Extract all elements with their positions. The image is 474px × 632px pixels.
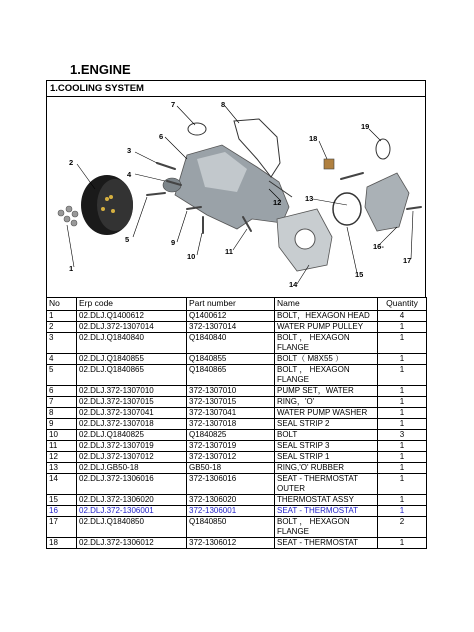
header-erp-code: Erp code — [77, 298, 187, 311]
cell-quantity: 1 — [378, 354, 427, 365]
table-row — [47, 419, 427, 430]
cell-no: 16 — [47, 506, 77, 517]
cell-no: 12 — [47, 452, 77, 463]
cell-name: WATER PUMP PULLEY — [275, 322, 378, 333]
table-row — [47, 517, 427, 538]
cell-part-number: 372-1306020 — [187, 495, 275, 506]
callout-5: 5 — [125, 235, 130, 244]
table-row — [47, 430, 427, 441]
cell-erp-code: 02.DLJ.Q1840825 — [77, 430, 187, 441]
cell-quantity: 1 — [378, 322, 427, 333]
cell-part-number: 372-1307041 — [187, 408, 275, 419]
water-pump-illustration — [163, 145, 289, 229]
cell-no: 4 — [47, 354, 77, 365]
callout-13: 13 — [305, 194, 314, 203]
table-row — [47, 365, 427, 386]
cell-erp-code: 02.DLJ.Q1840850 — [77, 517, 187, 538]
cell-part-number: Q1840850 — [187, 517, 275, 538]
cell-part-number: Q1840865 — [187, 365, 275, 386]
cell-quantity: 2 — [378, 517, 427, 538]
table-row — [47, 474, 427, 495]
cell-no: 7 — [47, 397, 77, 408]
cell-erp-code: 02.DLJ.Q1840865 — [77, 365, 187, 386]
cell-erp-code: 02.DLJ.372-1307019 — [77, 441, 187, 452]
callout-4: 4 — [127, 170, 132, 179]
cell-name: BOLT，HEXAGON HEAD — [275, 311, 378, 322]
cell-part-number: Q1840825 — [187, 430, 275, 441]
cell-no: 14 — [47, 474, 77, 495]
cell-name: WATER PUMP WASHER — [275, 408, 378, 419]
cell-name: PUMP SET，WATER — [275, 386, 378, 397]
cell-quantity: 1 — [378, 495, 427, 506]
section-title: 1.COOLING SYSTEM — [47, 81, 425, 97]
cell-no: 3 — [47, 333, 77, 354]
cell-erp-code: 02.DLJ.Q1840855 — [77, 354, 187, 365]
cell-erp-code: 02.DLJ.372-1307018 — [77, 419, 187, 430]
cell-part-number: 372-1307018 — [187, 419, 275, 430]
cell-quantity: 1 — [378, 441, 427, 452]
pulley-bolts-illustration — [58, 206, 78, 226]
callout-12: 12 — [273, 198, 282, 207]
cell-name: SEAT - THERMOSTAT — [275, 506, 378, 517]
cell-name: BOLT ， HEXAGON FLANGE — [275, 365, 378, 386]
cell-name: BOLT — [275, 430, 378, 441]
page-heading: 1.ENGINE — [70, 62, 131, 77]
cell-part-number: GB50-18 — [187, 463, 275, 474]
callout-8: 8 — [221, 100, 226, 109]
parts-table — [46, 297, 427, 549]
cell-no: 6 — [47, 386, 77, 397]
cell-name: RING,'O' RUBBER — [275, 463, 378, 474]
table-header-row — [47, 298, 427, 311]
table-row — [47, 311, 427, 322]
cell-erp-code: 02.DLJ.372-1307012 — [77, 452, 187, 463]
cell-quantity: 1 — [378, 506, 427, 517]
table-row — [47, 322, 427, 333]
callout-7: 7 — [171, 100, 176, 109]
cell-name: BOLT ， HEXAGON FLANGE — [275, 333, 378, 354]
callout-11: 11 — [225, 247, 233, 256]
cell-erp-code: 02.DLJ.Q1840840 — [77, 333, 187, 354]
cell-no: 8 — [47, 408, 77, 419]
cell-name: SEAL STRIP 3 — [275, 441, 378, 452]
cell-no: 5 — [47, 365, 77, 386]
callout-2: 2 — [69, 158, 74, 167]
cell-part-number: 372-1306016 — [187, 474, 275, 495]
callout-14: 14 — [289, 280, 298, 289]
table-row — [47, 333, 427, 354]
callout-19: 19 — [361, 122, 370, 131]
callout-15: 15 — [355, 270, 364, 279]
cell-quantity: 4 — [378, 311, 427, 322]
cell-name: SEAL STRIP 2 — [275, 419, 378, 430]
callout-6: 6 — [159, 132, 164, 141]
cell-erp-code: 02.DLJ.372-1307015 — [77, 397, 187, 408]
cooling-system-section — [46, 80, 426, 298]
callout-3: 3 — [127, 146, 132, 155]
cell-erp-code: 02.DLJ.372-1307010 — [77, 386, 187, 397]
header-name: Name — [275, 298, 378, 311]
cell-part-number: 372-1307014 — [187, 322, 275, 333]
cell-part-number: 372-1307010 — [187, 386, 275, 397]
cell-erp-code: 02.DLJ.372-1306016 — [77, 474, 187, 495]
callout-17: 17 — [403, 256, 412, 265]
cell-name: BOLT ， HEXAGON FLANGE — [275, 517, 378, 538]
table-row — [47, 506, 427, 517]
cell-quantity: 1 — [378, 386, 427, 397]
exploded-parts-diagram — [47, 97, 425, 297]
cell-quantity: 1 — [378, 452, 427, 463]
cell-quantity: 1 — [378, 365, 427, 386]
cell-quantity: 3 — [378, 430, 427, 441]
cell-name: SEAT - THERMOSTAT OUTER — [275, 474, 378, 495]
cell-part-number: Q1400612 — [187, 311, 275, 322]
cell-quantity: 1 — [378, 333, 427, 354]
cell-part-number: 372-1307019 — [187, 441, 275, 452]
cell-erp-code: 02.DLJ.GB50-18 — [77, 463, 187, 474]
cell-erp-code: 02.DLJ.372-1306012 — [77, 538, 187, 549]
cell-quantity: 1 — [378, 463, 427, 474]
callout-1: 1 — [69, 264, 74, 273]
callout-18: 18 — [309, 134, 318, 143]
cell-erp-code: 02.DLJ.372-1306001 — [77, 506, 187, 517]
cell-no: 11 — [47, 441, 77, 452]
cell-no: 9 — [47, 419, 77, 430]
cell-no: 13 — [47, 463, 77, 474]
callout-16: 16- — [373, 242, 384, 251]
cell-part-number: 372-1306012 — [187, 538, 275, 549]
cell-erp-code: 02.DLJ.372-1307041 — [77, 408, 187, 419]
cell-no: 2 — [47, 322, 77, 333]
cell-no: 17 — [47, 517, 77, 538]
callout-9: 9 — [171, 238, 176, 247]
header-quantity: Quantity — [378, 298, 427, 311]
table-row — [47, 386, 427, 397]
table-row — [47, 495, 427, 506]
cell-quantity: 1 — [378, 397, 427, 408]
header-no: No — [47, 298, 77, 311]
cell-no: 15 — [47, 495, 77, 506]
cell-name: SEAT - THERMOSTAT — [275, 538, 378, 549]
pulley-illustration — [81, 175, 133, 235]
cell-erp-code: 02.DLJ.Q1400612 — [77, 311, 187, 322]
table-row — [47, 408, 427, 419]
cell-part-number: 372-1307012 — [187, 452, 275, 463]
table-row — [47, 538, 427, 549]
thermostat-illustration — [277, 159, 412, 271]
cell-erp-code: 02.DLJ.372-1307014 — [77, 322, 187, 333]
table-row — [47, 452, 427, 463]
cell-no: 10 — [47, 430, 77, 441]
table-row — [47, 463, 427, 474]
cell-no: 18 — [47, 538, 77, 549]
cell-quantity: 1 — [378, 419, 427, 430]
cell-part-number: 372-1307015 — [187, 397, 275, 408]
cell-part-number: 372-1306001 — [187, 506, 275, 517]
table-row — [47, 441, 427, 452]
cell-name: SEAL STRIP 1 — [275, 452, 378, 463]
cell-name: THERMOSTAT ASSY — [275, 495, 378, 506]
cell-erp-code: 02.DLJ.372-1306020 — [77, 495, 187, 506]
cell-name: RING，'O' — [275, 397, 378, 408]
cell-quantity: 1 — [378, 474, 427, 495]
header-part-number: Part number — [187, 298, 275, 311]
cell-name: BOLT（ M8X55 ） — [275, 354, 378, 365]
callout-10: 10 — [187, 252, 196, 261]
cell-no: 1 — [47, 311, 77, 322]
cell-quantity: 1 — [378, 408, 427, 419]
cell-quantity: 1 — [378, 538, 427, 549]
cell-part-number: Q1840855 — [187, 354, 275, 365]
table-row — [47, 354, 427, 365]
table-row — [47, 397, 427, 408]
cell-part-number: Q1840840 — [187, 333, 275, 354]
